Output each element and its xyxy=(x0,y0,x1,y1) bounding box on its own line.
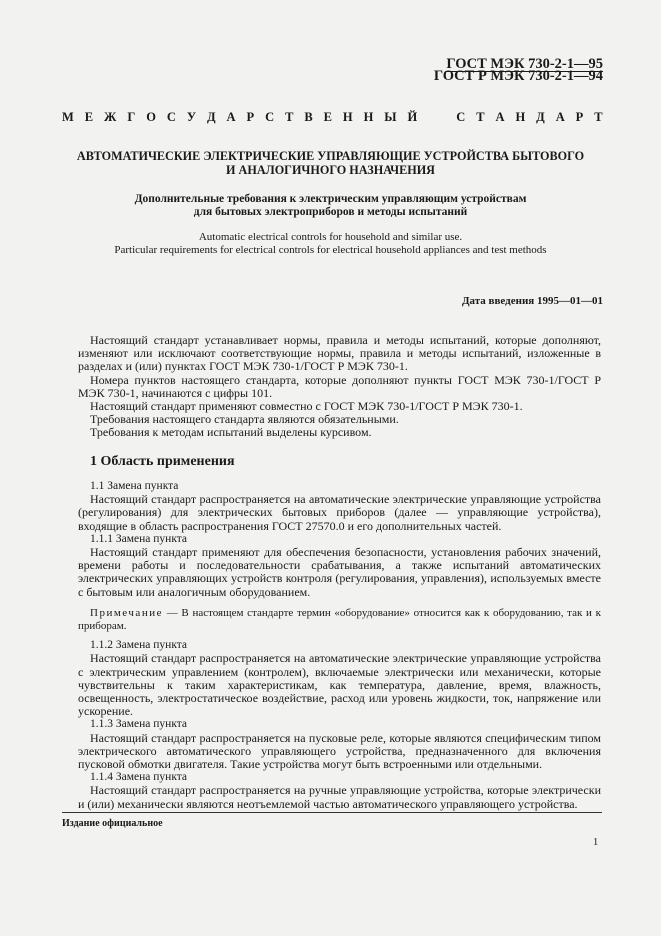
english-title-line-1: Automatic electrical controls for household and similar use. xyxy=(198,231,463,243)
standard-type-letter: Д xyxy=(207,110,216,124)
item-1-1-4-text: Настоящий стандарт распространяется на ручные управляющие устройства, которые электрически и (или) механически являются неотъемлемой частью автоматического управляющего устройства. xyxy=(78,783,601,811)
intro-paragraph-2: Номера пунктов настоящего стандарта, которые дополняют пункты ГОСТ МЭК 730-1/ГОСТ Р МЭК 730-1, начинаются с цифры 101. xyxy=(78,372,601,400)
effective-date: Дата введения 1995—01—01 xyxy=(461,295,603,307)
standard-type-letter: Т xyxy=(285,110,294,124)
standard-type-letter: В xyxy=(304,110,313,124)
standard-type-letter: О xyxy=(146,110,156,124)
standard-type-letter: У xyxy=(186,110,197,124)
section-1-body xyxy=(78,480,601,811)
title-line-2: И АНАЛОГИЧНОГО НАЗНАЧЕНИЯ xyxy=(226,163,435,177)
standard-type-letter: Е xyxy=(84,110,94,124)
section-1-heading: 1 Область применения xyxy=(90,454,235,469)
intro-paragraph-5: Требования к методам испытаний выделены курсивом. xyxy=(90,425,372,440)
standard-type-letter: Н xyxy=(515,110,526,124)
standard-type-letter: Н xyxy=(363,110,374,124)
standard-type-letter: А xyxy=(495,110,505,124)
item-1-1-3-label: 1.1.3 Замена пункта xyxy=(90,718,188,731)
standard-type-letter: Д xyxy=(536,110,545,124)
standard-type-letter: С xyxy=(456,110,466,124)
standard-type-letter: Т xyxy=(476,110,485,124)
item-1-1-1-text: Настоящий стандарт применяют для обеспечения безопасности, установления рабочих значений, времени работы и последовательности срабатывания, а также испытаний автоматических электрических управляющих устройств контроля (регулирования, управления), используемых вместе с бытовым или аналогичным оборудованием. xyxy=(78,545,601,599)
standard-type-letter: Р xyxy=(246,110,255,124)
standard-type-letter: Р xyxy=(575,110,584,124)
item-1-1-label: 1.1 Замена пункта xyxy=(90,480,179,492)
subtitle-line-2: для бытовых электроприборов и методы испытаний xyxy=(193,206,468,218)
standard-type-letter: Н xyxy=(342,110,353,124)
standard-type-letter: Ж xyxy=(104,110,117,124)
standard-type-letter xyxy=(442,110,445,125)
item-1-1-1-label: 1.1.1 Замена пункта xyxy=(90,532,188,545)
standard-type-letter: Ы xyxy=(384,110,397,124)
standard-type-letter: С xyxy=(166,110,176,124)
standard-type-letter xyxy=(428,110,431,125)
gost-number-2: ГОСТ Р МЭК 730-2-1—94 xyxy=(433,68,603,84)
standard-type-letter: Й xyxy=(407,110,418,124)
note-label: Примечание xyxy=(90,606,163,619)
intro-paragraph-1: Настоящий стандарт устанавливает нормы, правила и методы испытаний, которые дополняют, изменяют или исключают соответствующие нормы, правила и методы испытаний, изложенные в разделах и (или) пунктах ГОСТ МЭК 730-1/ГОСТ Р МЭК 730-1. xyxy=(78,333,601,374)
subtitle-line-1: Дополнительные требования к электрическим управляющим устройствам xyxy=(134,193,527,205)
standard-type-letter: Г xyxy=(127,110,136,124)
standard-type-letter: С xyxy=(265,110,275,124)
intro-paragraph-3: Настоящий стандарт применяют совместно с ГОСТ МЭК 730-1/ГОСТ Р МЭК 730-1. xyxy=(90,399,523,414)
document-title xyxy=(58,149,603,177)
standard-type-letter: Т xyxy=(594,110,603,124)
intro-block xyxy=(78,334,601,440)
document-subtitle xyxy=(58,193,603,219)
note-text: — В настоящем стандарте термин «оборудование» относится как к оборудованию, так и к приборам. xyxy=(78,606,601,633)
item-1-1-text: Настоящий стандарт распространяется на автоматические электрические управляющие устройства (регулирования) для электрических бытовых приборов (далее — управляющие устройства), входящие в область распространения ГОСТ 27570.0 и его дополнительных частей. xyxy=(78,492,601,533)
standard-type-letter: А xyxy=(555,110,565,124)
item-1-1-2-label: 1.1.2 Замена пункта xyxy=(90,639,188,652)
standard-type-letter: А xyxy=(226,110,236,124)
footer-divider xyxy=(62,812,602,813)
intro-paragraph-4: Требования настоящего стандарта являются обязательными. xyxy=(90,412,399,427)
item-1-1-3-text: Настоящий стандарт распространяется на пусковые реле, которые являются специфическим типом электрического автоматического управляющего устройства, предназначенного для включения пусковой обмотки двигателя. Такие устройства могут быть встроенными или отдельными. xyxy=(78,730,601,772)
english-title xyxy=(58,231,603,256)
standard-type-letter: М xyxy=(62,110,74,124)
english-title-line-2: Particular requirements for electrical controls for electrical household appliances and test methods xyxy=(114,243,547,256)
title-line-1: АВТОМАТИЧЕСКИЕ ЭЛЕКТРИЧЕСКИЕ УПРАВЛЯЮЩИЕ УСТРОЙСТВА БЫТОВОГО xyxy=(76,149,585,163)
standard-type-letter: Е xyxy=(323,110,332,124)
official-edition-label: Издание официальное xyxy=(62,818,163,829)
item-1-1-2-text: Настоящий стандарт распространяется на автоматические электрические управляющие устройства с электрическим управлением (контролем), включаемые электрически или механически, которые чувствительны к таким характеристикам, как температура, давление, время, влажность, освещенность, электростатическое воздействие, расход или уровень жидкости, ток, напряжение или ускорение. xyxy=(78,651,601,719)
standard-type-heading xyxy=(62,110,603,125)
gost-number-1: ГОСТ МЭК 730-2-1—95 xyxy=(446,56,603,72)
page-number: 1 xyxy=(593,837,599,848)
item-1-1-4-label: 1.1.4 Замена пункта xyxy=(90,771,188,784)
note xyxy=(78,607,601,633)
